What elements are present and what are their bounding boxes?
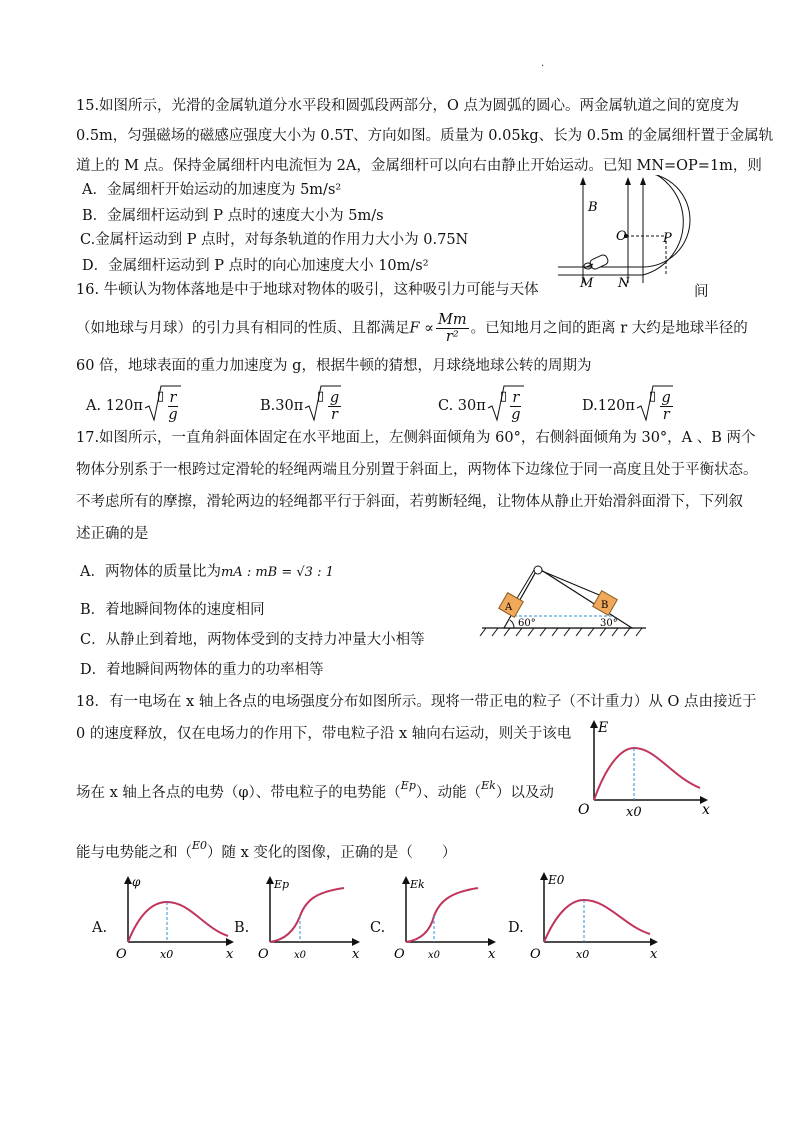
q15-option-a: A．金属细杆开始运动的加速度为 5m/s² bbox=[82, 182, 342, 198]
q17-option-d: D．着地瞬间两物体的重力的功率相等 bbox=[80, 662, 324, 678]
q16-formula-f: F ∝ bbox=[409, 320, 434, 337]
q16-line2-post: 。已知地月之间的距离 r 大约是地球半径的 bbox=[470, 320, 748, 337]
q16-formula-num: Mm bbox=[437, 312, 467, 328]
q16-stem-line-1: 16. 牛顿认为物体落地是中于地球对物体的吸引，这种吸引力可能与天体 bbox=[76, 282, 539, 298]
q16-option-label: B. bbox=[260, 398, 276, 414]
svg-text:▯: ▯ bbox=[317, 389, 325, 404]
q16-option-num: r bbox=[169, 389, 177, 406]
q18-main-y-label: E bbox=[598, 720, 609, 736]
q18-line3-post: ）以及动 bbox=[495, 785, 554, 801]
q15-track-figure bbox=[548, 175, 708, 290]
q18-option-c-label: C. bbox=[370, 920, 386, 936]
q18-field-graph bbox=[576, 716, 716, 822]
q16-option-num: g bbox=[661, 389, 671, 406]
q18-line4-pre: 能与电势能之和（ bbox=[76, 845, 192, 861]
q16-option-a bbox=[86, 384, 180, 428]
q18-option-a-x0: x0 bbox=[160, 948, 174, 961]
q16-option-fraction bbox=[328, 390, 341, 423]
q15-option-c: C.金属杆运动到 P 点时，对每条轨道的作用力大小为 0.75N bbox=[80, 232, 469, 248]
q16-option-fraction bbox=[660, 390, 673, 423]
q16-option-coef: 30π bbox=[457, 398, 486, 414]
q15-label-p: P bbox=[663, 231, 672, 246]
q15-label-b: B bbox=[588, 200, 598, 215]
q17-incline-figure bbox=[476, 560, 656, 642]
q15-stem-line-1: 15.如图所示，光滑的金属轨道分水平段和圆弧段两部分，O 点为圆弧的圆心。两金属轨道之间的宽度为 bbox=[76, 98, 740, 114]
q15-label-m: M bbox=[580, 276, 594, 290]
q18-option-b-y: Ep bbox=[274, 878, 290, 891]
q16-option-num: r bbox=[512, 389, 520, 406]
svg-text:▯: ▯ bbox=[648, 389, 657, 404]
svg-text:▯: ▯ bbox=[156, 389, 165, 404]
q18-line4-post: ）随 x 变化的图像，正确的是（ ） bbox=[207, 845, 457, 861]
q18-option-d-x: x bbox=[650, 947, 658, 962]
q18-option-c-x0: x0 bbox=[428, 950, 441, 961]
q16-option-num: g bbox=[329, 389, 340, 406]
q18-line3-mid: ）、动能（ bbox=[415, 785, 482, 801]
q18-option-a-y: φ bbox=[132, 875, 141, 889]
q16-stem-line-1-tail: 间 bbox=[694, 284, 709, 300]
q18-stem-line-2: 0 的速度释放，仅在电场力的作用下，带电粒子沿 x 轴向右运动，则关于该电 bbox=[76, 726, 572, 742]
q16-option-fraction bbox=[168, 390, 179, 423]
q17-option-a-formula: mA : mB = √3 : 1 bbox=[220, 565, 334, 580]
header-dot: . bbox=[541, 58, 545, 69]
q17-block-b-label: B bbox=[601, 600, 609, 611]
q15-option-b: B．金属细杆运动到 P 点时的速度大小为 5m/s bbox=[82, 208, 384, 224]
q18-main-x-label: x bbox=[702, 802, 710, 818]
q16-line2-pre: （如地球与月球）的引力具有相同的性质、且都满足 bbox=[76, 320, 410, 337]
q18-option-c-y: Ek bbox=[410, 878, 425, 891]
q18-option-a-label: A. bbox=[92, 920, 108, 936]
q16-option-den: g bbox=[168, 406, 178, 423]
q17-option-a-text: A．两物体的质量比为 bbox=[80, 564, 221, 580]
q18-option-b-x0: x0 bbox=[294, 950, 307, 961]
q15-stem-line-2: 0.5m，匀强磁场的磁感应强度大小为 0.5T、方向如图。质量为 0.05kg、长为 0.5m 的金属细杆置于金属轨 bbox=[76, 128, 774, 144]
q18-main-origin: O bbox=[578, 802, 590, 818]
q17-stem-line-2: 物体分别系于一根跨过定滑轮的轻绳两端且分别置于斜面上，两物体下边缘位于同一高度且处于平衡状态。 bbox=[76, 462, 758, 478]
q18-ek-symbol: Ek bbox=[481, 779, 496, 792]
q18-option-a-x: x bbox=[226, 947, 234, 962]
q17-option-a bbox=[80, 562, 334, 583]
q15-stem-line-3: 道上的 M 点。保持金属细杆内电流恒为 2A，金属细杆可以向右由静止开始运动。已知 MN=OP=1m，则 bbox=[76, 158, 762, 174]
svg-text:▯: ▯ bbox=[499, 389, 507, 404]
q18-stem-line-1: 18．有一电场在 x 轴上各点的电场强度分布如图所示。现将一带正电的粒子（不计重力）从 O 点由接近于 bbox=[76, 694, 757, 710]
q18-line3-pre: 场在 x 轴上各点的电势（φ）、带电粒子的电势能（ bbox=[76, 785, 401, 801]
q15-label-o: O bbox=[616, 229, 627, 244]
q16-option-den: g bbox=[511, 406, 521, 423]
q17-stem-line-4: 述正确的是 bbox=[76, 526, 149, 542]
q18-option-d-x0: x0 bbox=[576, 948, 590, 961]
q17-angle-left: 60° bbox=[518, 618, 536, 629]
q18-main-x0: x0 bbox=[626, 805, 642, 820]
q18-option-a-graph bbox=[112, 872, 240, 964]
q16-option-coef: 30π bbox=[275, 398, 304, 414]
q18-option-d-origin: O bbox=[530, 947, 541, 962]
q17-stem-line-3: 不考虑所有的摩擦，滑轮两边的轻绳都平行于斜面，若剪断轻绳，让物体从静止开始滑斜面滑下，下列叙 bbox=[76, 494, 743, 510]
q16-stem-line-3: 60 倍，地球表面的重力加速度为 g，根据牛顿的猜想，月球绕地球公转的周期为 bbox=[76, 358, 592, 374]
q17-option-b: B．着地瞬间物体的速度相同 bbox=[80, 602, 265, 618]
q18-ep-symbol: Ep bbox=[400, 779, 416, 792]
q16-option-d bbox=[582, 384, 675, 428]
q18-option-c-graph bbox=[392, 872, 504, 964]
q16-option-c bbox=[438, 384, 523, 428]
q16-option-coef: 120π bbox=[597, 398, 635, 414]
q16-option-fraction bbox=[510, 390, 521, 423]
q16-formula-den: r² bbox=[445, 329, 459, 345]
q16-option-den: r bbox=[662, 406, 670, 423]
q18-option-b-x: x bbox=[352, 947, 360, 962]
q17-stem-line-1: 17.如图所示，一直角斜面体固定在水平地面上，左侧斜面倾角为 60°，右侧斜面倾角为 30°，A 、B 两个 bbox=[76, 430, 756, 446]
q16-option-label: D. bbox=[582, 398, 598, 414]
q18-option-b-origin: O bbox=[258, 947, 269, 962]
q18-option-b-graph bbox=[254, 872, 366, 964]
q15-label-n: N bbox=[618, 276, 630, 290]
q18-option-b-label: B. bbox=[234, 920, 250, 936]
q18-stem-line-3 bbox=[76, 776, 554, 803]
q18-option-d-label: D. bbox=[508, 920, 524, 936]
q17-option-c: C．从静止到着地，两物体受到的支持力冲量大小相等 bbox=[80, 632, 425, 648]
q16-option-label: C. bbox=[438, 398, 454, 414]
q17-block-a-label: A bbox=[505, 602, 513, 613]
q18-option-d-graph bbox=[528, 868, 668, 964]
q18-option-c-origin: O bbox=[394, 947, 405, 962]
q17-angle-right: 30° bbox=[600, 618, 618, 629]
q18-option-a-origin: O bbox=[116, 947, 127, 962]
q16-formula-fraction bbox=[436, 312, 469, 345]
q15-option-d: D．金属细杆运动到 P 点时的向心加速度大小 10m/s² bbox=[82, 258, 429, 274]
q18-option-d-y: E0 bbox=[548, 873, 565, 887]
q16-option-label: A. bbox=[86, 398, 102, 414]
q16-stem-line-2 bbox=[76, 312, 748, 345]
q18-option-c-x: x bbox=[488, 947, 496, 962]
q16-option-b bbox=[260, 384, 343, 428]
q16-option-den: r bbox=[331, 406, 338, 423]
q18-e0-symbol: E0 bbox=[192, 839, 208, 852]
q16-option-coef: 120π bbox=[105, 398, 143, 414]
q18-stem-line-4 bbox=[76, 836, 456, 863]
